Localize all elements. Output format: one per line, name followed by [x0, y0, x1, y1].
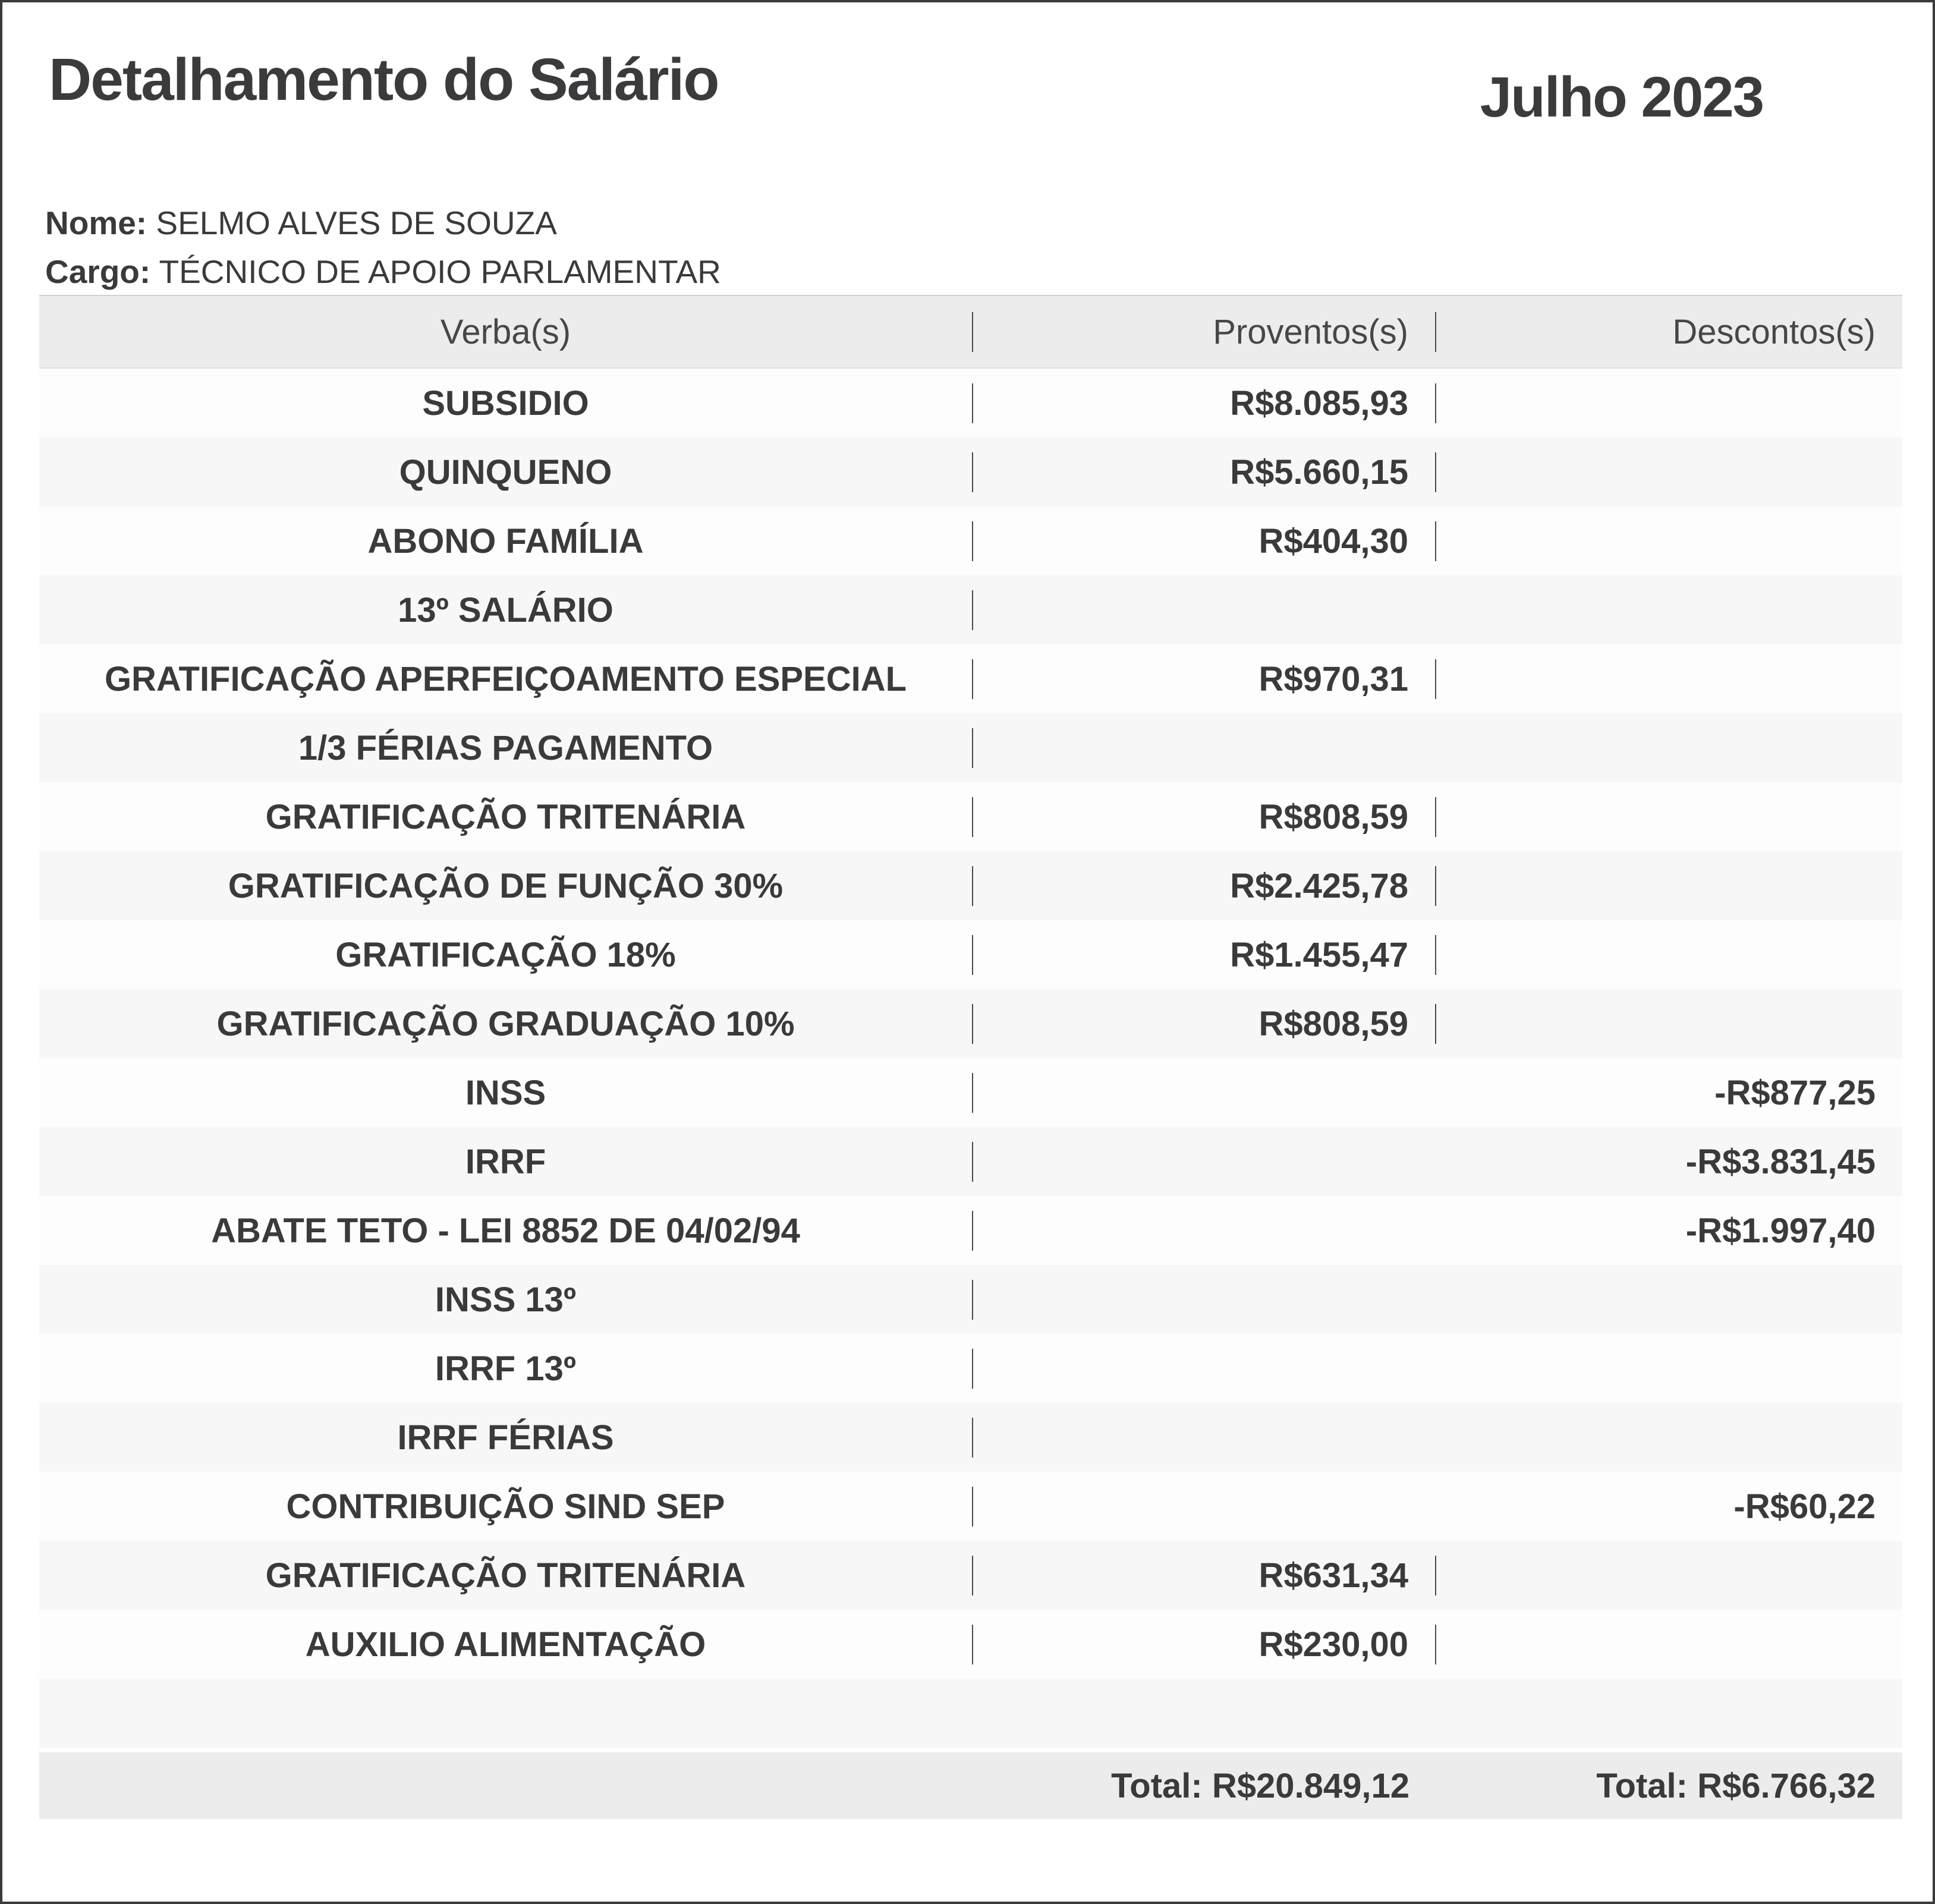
employee-role-line [45, 247, 721, 296]
proventos-cell: R$970,31 [973, 659, 1436, 699]
verba-cell: IRRF FÉRIAS [39, 1418, 973, 1458]
proventos-cell: R$230,00 [973, 1625, 1436, 1664]
table-row [39, 989, 1902, 1058]
verba-cell: 1/3 FÉRIAS PAGAMENTO [39, 728, 973, 768]
table-row [39, 1334, 1902, 1403]
table-row [39, 1127, 1902, 1196]
verba-cell: INSS 13º [39, 1280, 973, 1320]
table-row [39, 1679, 1902, 1748]
verba-cell: GRATIFICAÇÃO APERFEIÇOAMENTO ESPECIAL [39, 659, 973, 699]
role-value: TÉCNICO DE APOIO PARLAMENTAR [159, 253, 721, 290]
descontos-cell: -R$3.831,45 [1685, 1142, 1876, 1181]
table-row [39, 1541, 1902, 1610]
table-row [39, 920, 1902, 989]
salary-table-body [39, 369, 1902, 1748]
verba-cell: 13º SALÁRIO [39, 590, 973, 630]
proventos-cell: R$5.660,15 [973, 452, 1436, 492]
verba-cell: IRRF [39, 1142, 973, 1182]
period-label: Julho 2023 [1480, 65, 1763, 129]
employee-info [45, 199, 721, 296]
table-row [39, 1265, 1902, 1334]
table-row [39, 1403, 1902, 1472]
verba-cell: CONTRIBUIÇÃO SIND SEP [39, 1487, 973, 1527]
table-row [39, 644, 1902, 713]
table-row [39, 851, 1902, 920]
proventos-cell: R$1.455,47 [973, 935, 1436, 975]
salary-table [39, 295, 1902, 1819]
verba-cell: GRATIFICAÇÃO TRITENÁRIA [39, 1556, 973, 1595]
verba-cell: AUXILIO ALIMENTAÇÃO [39, 1625, 973, 1664]
name-label: Nome: [45, 204, 147, 241]
table-row [39, 1610, 1902, 1679]
table-totals-row [39, 1752, 1902, 1819]
header-proventos: Proventos(s) [973, 312, 1436, 352]
header-descontos: Descontos(s) [1672, 312, 1876, 351]
verba-cell: GRATIFICAÇÃO TRITENÁRIA [39, 797, 973, 837]
table-row [39, 575, 1902, 644]
verba-cell: GRATIFICAÇÃO DE FUNÇÃO 30% [39, 866, 973, 906]
name-value: SELMO ALVES DE SOUZA [156, 204, 557, 241]
header-verba: Verba(s) [39, 312, 973, 352]
proventos-cell: R$404,30 [973, 521, 1436, 561]
page-title: Detalhamento do Salário [49, 46, 719, 113]
proventos-cell: R$2.425,78 [973, 866, 1436, 906]
table-row [39, 713, 1902, 782]
total-descontos: Total: R$6.766,32 [1596, 1766, 1876, 1805]
descontos-cell: -R$1.997,40 [1685, 1211, 1876, 1250]
table-row [39, 782, 1902, 851]
proventos-cell: R$8.085,93 [973, 383, 1436, 423]
employee-name-line [45, 199, 721, 247]
table-header-row [39, 295, 1902, 369]
verba-cell: ABATE TETO - LEI 8852 DE 04/02/94 [39, 1211, 973, 1251]
table-footer-gap [39, 1748, 1902, 1752]
table-row [39, 1472, 1902, 1541]
table-row [39, 1058, 1902, 1127]
verba-cell: QUINQUENO [39, 452, 973, 492]
verba-cell: GRATIFICAÇÃO GRADUAÇÃO 10% [39, 1004, 973, 1044]
proventos-cell: R$808,59 [973, 797, 1436, 837]
verba-cell: GRATIFICAÇÃO 18% [39, 935, 973, 975]
verba-cell: IRRF 13º [39, 1349, 973, 1389]
proventos-cell: R$631,34 [973, 1556, 1436, 1595]
proventos-cell: R$808,59 [973, 1004, 1436, 1044]
verba-cell: SUBSIDIO [39, 383, 973, 423]
descontos-cell: -R$877,25 [1714, 1073, 1876, 1112]
verba-cell: INSS [39, 1073, 973, 1113]
table-row [39, 506, 1902, 575]
table-row [39, 369, 1902, 438]
table-row [39, 1196, 1902, 1265]
total-proventos: Total: R$20.849,12 [1111, 1766, 1409, 1805]
table-row [39, 438, 1902, 506]
verba-cell: ABONO FAMÍLIA [39, 521, 973, 561]
descontos-cell: -R$60,22 [1733, 1487, 1876, 1526]
role-label: Cargo: [45, 253, 151, 290]
